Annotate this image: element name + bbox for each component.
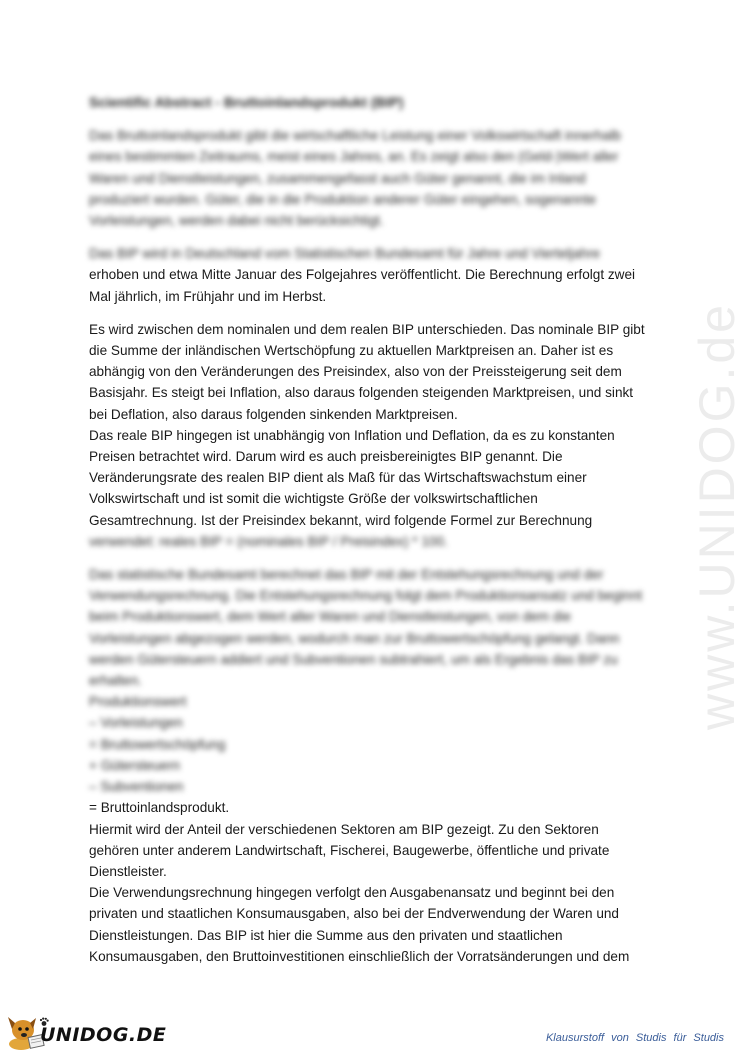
text-line: Die Verwendungsrechnung hingegen verfolgt den Ausgabenansatz und beginnt bei den xyxy=(89,885,615,901)
text-line: Konsumausgaben, den Bruttoinvestitionen einschließlich der Vorratsänderungen und dem xyxy=(89,948,630,964)
text-line: Das BIP wird in Deutschland vom Statistischen Bundesamt für Jahre und Vierteljahre xyxy=(89,246,601,262)
text-line: die Summe der inländischen Wertschöpfung zu aktuellen Marktpreisen an. Daher ist es xyxy=(89,343,614,359)
text-line: Hiermit wird der Anteil der verschiedenen Sektoren am BIP gezeigt. Zu den Sektoren xyxy=(89,821,599,837)
text-line: – Subventionen xyxy=(89,779,184,795)
text-line: Gesamtrechnung. Ist der Preisindex bekannt, wird folgende Formel zur Berechnung xyxy=(89,512,593,528)
text-line: privaten und staatlichen Konsumausgaben, also bei der Endverwendung der Waren und xyxy=(89,906,619,922)
text-line: Volkswirtschaft und ist somit die wichtigste Größe der volkswirtschaftlichen xyxy=(89,491,538,507)
document-title: Scientific Abstract - Bruttoinlandsprodukt (BIP) xyxy=(89,94,404,110)
text-line: Das Bruttoinlandsprodukt gibt die wirtschaftliche Leistung einer Volkswirtschaft innerhalb xyxy=(89,128,621,144)
text-line: Waren und Dienstleistungen, zusammengefasst auch Güter genannt, die im Inland xyxy=(89,170,586,186)
text-line: Dienstleistungen. Das BIP ist hier die Summe aus den privaten und staatlichen xyxy=(89,927,563,943)
text-line: beim Produktionswert, dem Wert aller Waren und Dienstleistungen, von dem die xyxy=(89,609,572,625)
text-line: Das statistische Bundesamt berechnet das BIP mit der Entstehungsrechnung und der xyxy=(89,567,604,583)
text-line: Dienstleister. xyxy=(89,863,167,879)
footer-tagline: Klausurstoff von Studis für Studis xyxy=(545,1032,724,1044)
text-line: bei Deflation, also daraus folgenden sinkenden Marktpreisen. xyxy=(89,406,458,422)
paragraph xyxy=(89,564,649,882)
text-line: Vorleistungen abgezogen werden, wodurch man zur Bruttowertschöpfung gelangt. Dann xyxy=(89,630,620,646)
text-line: werden Gütersteuern addiert und Subventionen subtrahiert, um als Ergebnis das BIP zu xyxy=(89,651,618,667)
paragraph xyxy=(89,319,649,552)
text-line: Es wird zwischen dem nominalen und dem realen BIP unterschieden. Das nominale BIP gibt xyxy=(89,321,645,337)
text-line: = Bruttowertschöpfung xyxy=(89,736,226,752)
text-line: abhängig von den Veränderungen des Preisindex, also von der Preissteigerung seit dem xyxy=(89,364,622,380)
text-line: verwendet: reales BIP = (nominales BIP / Preisindex) * 100. xyxy=(89,533,448,549)
paragraph xyxy=(89,882,649,967)
text-line: = Bruttoinlandsprodukt. xyxy=(89,800,230,816)
unidog-logo xyxy=(3,1014,167,1054)
text-line: + Gütersteuern xyxy=(89,757,181,773)
logo-text: UNIDOG.DE xyxy=(40,1024,167,1046)
text-line: produziert wurden. Güter, die in die Produktion anderer Güter eingehen, sogenannte xyxy=(89,191,597,207)
text-line: Veränderungsrate des realen BIP dient als Maß für das Wirtschaftswachstum einer xyxy=(89,470,587,486)
text-line: Das reale BIP hingegen ist unabhängig von Inflation und Deflation, da es zu konstanten xyxy=(89,427,615,443)
watermark: www.UNIDOG.de xyxy=(689,302,745,730)
text-line: Verwendungsrechnung. Die Entstehungsrechnung folgt dem Produktionsansatz und beginnt xyxy=(89,588,643,604)
text-line: erhalten. xyxy=(89,673,142,689)
document-body xyxy=(89,92,649,979)
text-line: Mal jährlich, im Frühjahr und im Herbst. xyxy=(89,288,327,304)
text-line: gehören unter anderem Landwirtschaft, Fischerei, Baugewerbe, öffentliche und private xyxy=(89,842,610,858)
text-line: – Vorleistungen xyxy=(89,715,183,731)
text-line: Vorleistungen, werden dabei nicht berücksichtigt. xyxy=(89,213,384,229)
text-line: Basisjahr. Es steigt bei Inflation, also daraus folgenden steigenden Marktpreisen, und sinkt xyxy=(89,385,634,401)
paragraph xyxy=(89,125,649,231)
text-line: Preisen betrachtet wird. Darum wird es auch preisbereinigtes BIP genannt. Die xyxy=(89,449,563,465)
text-line: eines bestimmten Zeitraums, meist eines Jahres, an. Es zeigt also den (Geld-)Wert aller xyxy=(89,149,619,165)
text-line: erhoben und etwa Mitte Januar des Folgejahres veröffentlicht. Die Berechnung erfolgt zwei xyxy=(89,267,636,283)
text-line: Produktionswert xyxy=(89,694,187,710)
paragraph xyxy=(89,243,649,307)
